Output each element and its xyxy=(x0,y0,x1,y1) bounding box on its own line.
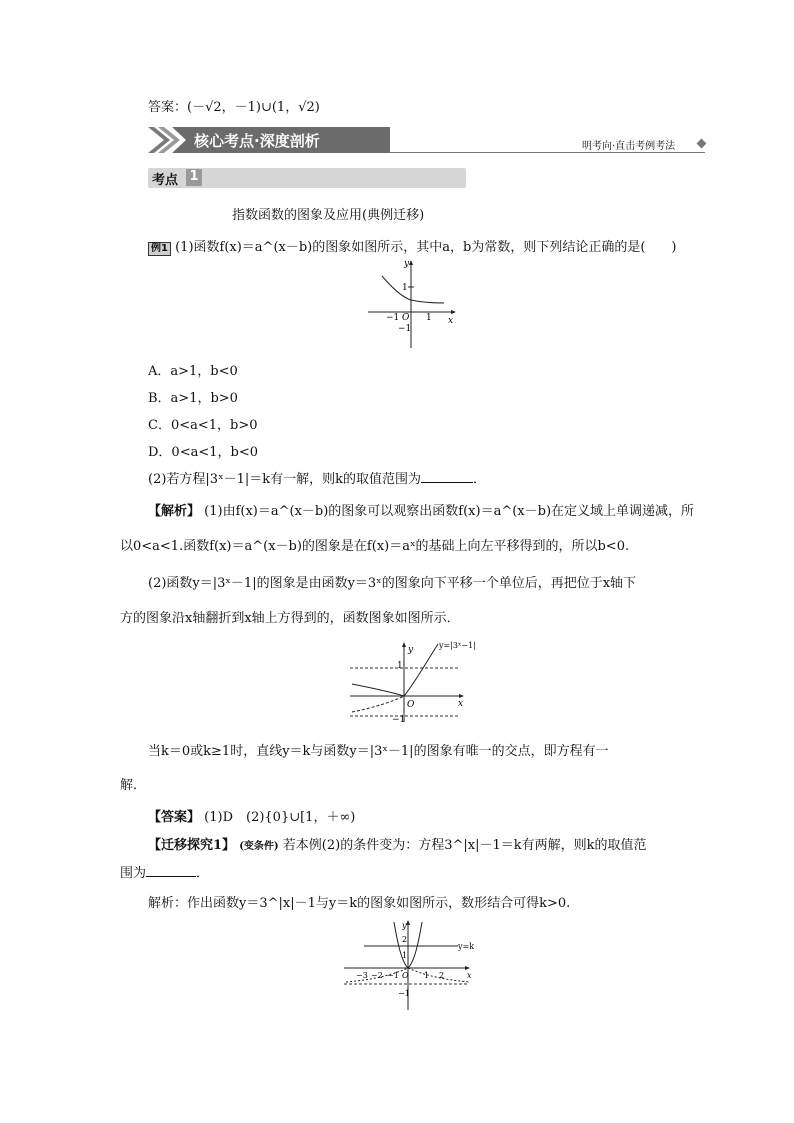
g1-neg-one-y: −1 xyxy=(398,324,412,334)
g2-neg-one: −1 xyxy=(392,715,406,724)
analysis-line-1 xyxy=(148,500,694,519)
g2-one: 1 xyxy=(397,661,403,671)
section-header xyxy=(148,168,466,188)
analysis-p3-l2: 解． xyxy=(120,778,147,793)
example-tag: 例1 xyxy=(148,242,171,256)
section-number: 1 xyxy=(186,169,202,186)
answer-blank xyxy=(421,470,473,483)
banner-rule xyxy=(390,152,705,153)
g3-t2: 2 xyxy=(402,935,408,944)
analysis-p1-l2: 以0<a<1.函数f(x)＝a^(x－b)的图象是在f(x)＝aˣ的基础上向左平移得到的，所以b<0. xyxy=(120,539,630,554)
g1-x-label: x xyxy=(448,316,454,326)
transfer-tag: 【迁移探究1】 xyxy=(148,838,236,853)
g3-x-label: x xyxy=(467,971,472,980)
g2-y-label: y xyxy=(408,645,414,655)
solution-text: 解析：作出函数y＝3^|x|－1与y＝k的图象如图所示，数形结合可得k>0. xyxy=(148,896,571,911)
g3-origin: O xyxy=(402,971,409,980)
option-c: C．0<a<1，b>0 xyxy=(148,418,258,433)
g2-x-label: x xyxy=(458,699,464,709)
answer-tag: 【答案】 xyxy=(148,810,201,825)
graph-exponential-decay xyxy=(364,256,460,352)
analysis-tag: 【解析】 xyxy=(148,504,201,519)
analysis-p3-l1: 当k＝0或k≥1时，直线y＝k与函数y＝|3ˣ－1|的图象有唯一的交点，即方程有一 xyxy=(148,744,609,759)
example-q2-end: ． xyxy=(472,472,486,487)
diamond-icon xyxy=(697,139,707,149)
g3-y-label: y xyxy=(402,921,407,930)
g3-x1: 1 xyxy=(424,971,430,980)
option-d: D．0<a<1，b<0 xyxy=(148,445,258,460)
analysis-p2-l2: 方的图象沿x轴翻折到x轴上方得到的，函数图象如图所示． xyxy=(120,611,460,626)
section-banner xyxy=(148,127,390,153)
dashed-curve-left xyxy=(352,696,404,712)
banner-right-text: 明考向·直击考例考法 xyxy=(582,141,676,152)
analysis-p2-l1: (2)函数y＝|3ˣ－1|的图象是由函数y＝3ˣ的图象向下平移一个单位后，再把位于x轴下 xyxy=(148,576,637,591)
g1-neg-one-x: −1 xyxy=(386,313,400,323)
g1-one-y: 1 xyxy=(402,283,408,293)
g1-y-label: y xyxy=(404,259,410,269)
banner-title: 核心考点·深度剖析 xyxy=(194,132,320,150)
transfer-l2: 围为 xyxy=(120,866,147,881)
example-question-1 xyxy=(148,236,676,256)
g3-x2: 2 xyxy=(439,971,445,980)
g1-origin: O xyxy=(402,313,410,323)
answer-text: (1)D (2){0}∪[1，＋∞) xyxy=(204,810,356,825)
transfer-blank xyxy=(146,864,196,877)
transfer-l2-end: ． xyxy=(196,866,210,881)
analysis-p1-l1: (1)由f(x)＝a^(x－b)的图象可以观察出函数f(x)＝a^(x－b)在定义域上单调递减，所 xyxy=(204,504,695,519)
g3-xm3: −3 xyxy=(356,971,368,980)
example-q1-text: (1)函数f(x)＝a^(x－b)的图象如图所示，其中a，b为常数，则下列结论正确的是( ) xyxy=(175,240,677,255)
option-b: B．a>1，b>0 xyxy=(148,391,238,406)
section-subtitle: 指数函数的图象及应用(典例迁移) xyxy=(232,208,425,223)
section-label: 考点 xyxy=(152,173,179,188)
answer-line-2 xyxy=(148,806,355,825)
decay-curve xyxy=(382,276,444,303)
g3-tm1: −1 xyxy=(398,989,410,998)
answer-line: 答案：(－√2，－1)∪(1，√2) xyxy=(148,100,320,115)
transfer-sub: (变条件) xyxy=(239,841,279,852)
transfer-l1: 若本例(2)的条件变为：方程3^|x|－1＝k有两解，则k的取值范 xyxy=(282,838,647,853)
g1-one-x: 1 xyxy=(426,313,432,323)
example-question-2 xyxy=(148,468,486,487)
g2-origin: O xyxy=(407,700,415,710)
g2-curve-label: y=|3ˣ−1| xyxy=(439,641,476,650)
example-q2-text: (2)若方程|3ˣ－1|＝k有一解，则k的取值范围为 xyxy=(148,472,421,487)
g3-xm1: −1 xyxy=(387,971,399,980)
option-a: A．a>1，b<0 xyxy=(148,364,238,379)
g3-xm2: −2 xyxy=(371,971,383,980)
graph-abs-exponential xyxy=(348,636,478,724)
graph-symmetric-exponential xyxy=(340,916,480,1012)
transfer-line-1 xyxy=(148,834,647,853)
abs-curve-left xyxy=(352,684,404,696)
g3-t1: 1 xyxy=(402,951,408,960)
transfer-line-2 xyxy=(120,862,209,881)
g3-line-label: y=k xyxy=(458,942,475,951)
